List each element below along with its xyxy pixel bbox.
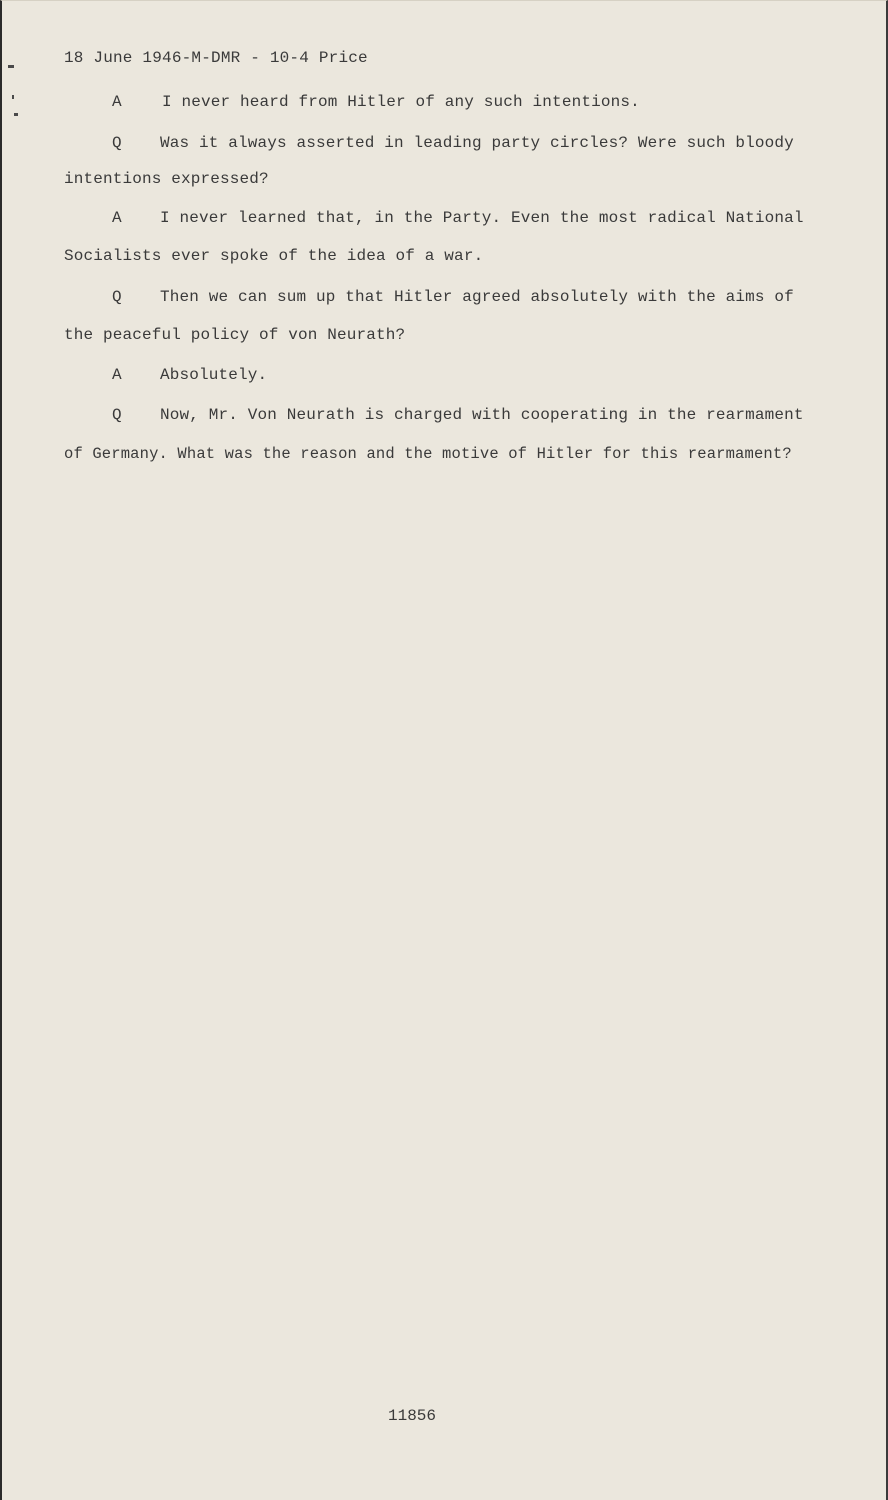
speaker-label: Q <box>112 288 122 306</box>
text-line: Now, Mr. Von Neurath is charged with cooperating in the rearmament <box>160 406 804 424</box>
text-line: of Germany. What was the reason and the motive of Hitler for this rearmament? <box>64 445 792 463</box>
text-line: Socialists ever spoke of the idea of a war. <box>64 247 484 265</box>
text-line: I never learned that, in the Party. Even the most radical National <box>160 209 804 227</box>
text-line: intentions expressed? <box>64 170 269 188</box>
margin-mark <box>8 65 14 68</box>
margin-mark <box>14 113 18 116</box>
text-line: the peaceful policy of von Neurath? <box>64 326 406 344</box>
speaker-label: Q <box>112 406 122 424</box>
text-line: Absolutely. <box>160 366 268 384</box>
text-line: Then we can sum up that Hitler agreed absolutely with the aims of <box>160 288 794 306</box>
page-header: 18 June 1946-M-DMR - 10-4 Price <box>64 49 368 67</box>
speaker-label: A <box>112 93 122 111</box>
text-line: Was it always asserted in leading party circles? Were such bloody <box>160 134 794 152</box>
text-line: I never heard from Hitler of any such intentions. <box>162 93 640 111</box>
speaker-label: Q <box>112 134 122 152</box>
margin-mark <box>12 95 14 99</box>
page-number: 11856 <box>388 1407 437 1425</box>
speaker-label: A <box>112 366 122 384</box>
speaker-label: A <box>112 209 122 227</box>
